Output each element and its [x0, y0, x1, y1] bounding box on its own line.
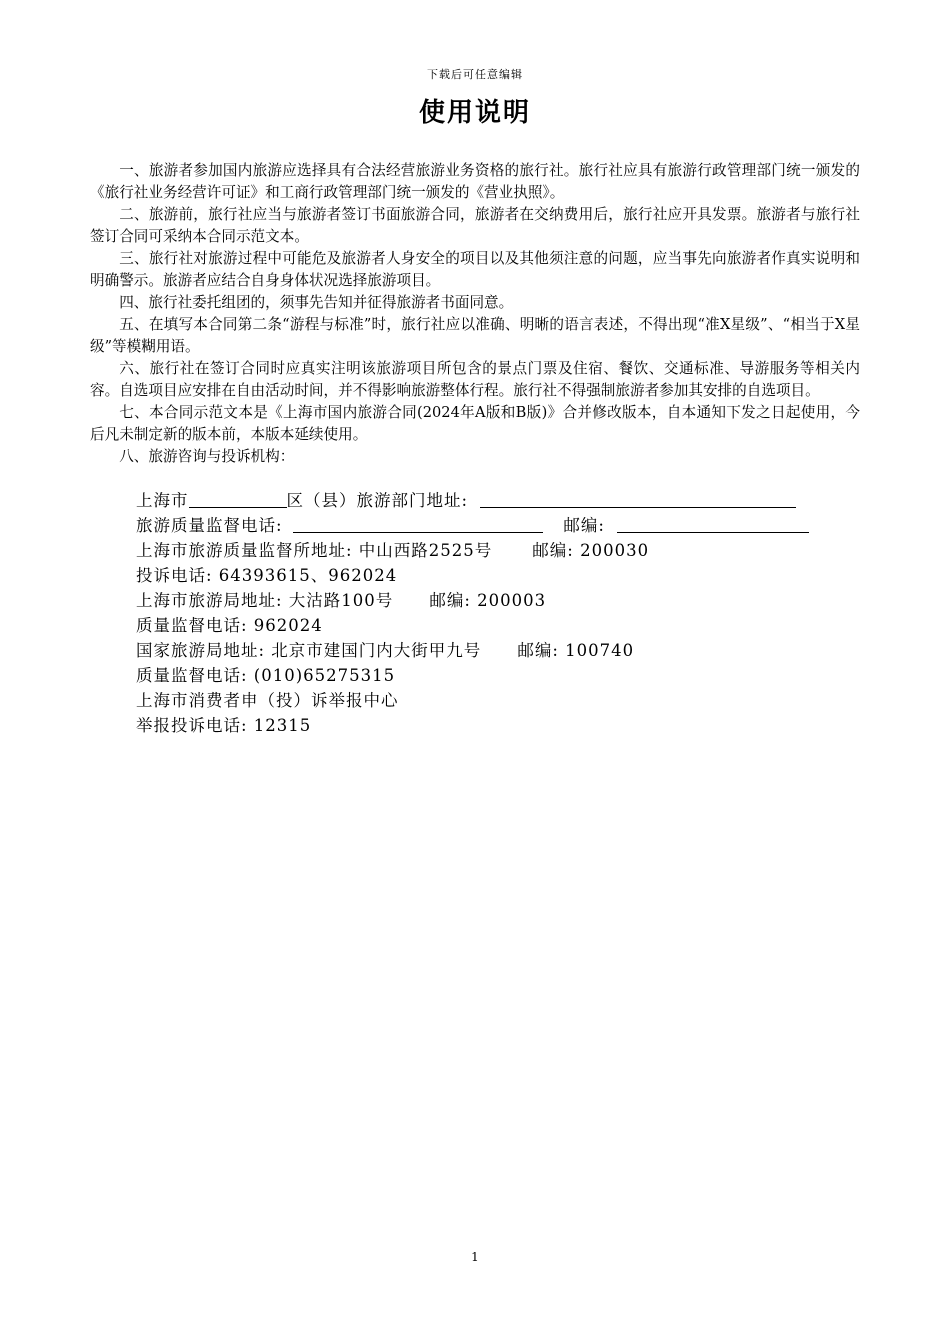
- report-phone: 举报投诉电话: 12315: [136, 716, 312, 735]
- district-prefix: 上海市: [136, 491, 189, 510]
- national-row: [136, 638, 836, 663]
- sh-quality-row: [136, 538, 836, 563]
- sh-bureau-phone-row: [136, 613, 836, 638]
- sh-bureau-address: 上海市旅游局地址: 大沽路100号: [136, 591, 394, 610]
- district-name-blank[interactable]: [189, 489, 287, 508]
- report-phone-row: [136, 713, 836, 738]
- paragraph-2: 二、旅游前，旅行社应当与旅游者签订书面旅游合同，旅游者在交纳费用后，旅行社应开具发票。旅游者与旅行社签订合同可采纳本合同示范文本。: [90, 206, 860, 245]
- instructions-body: [90, 160, 860, 468]
- consumer-center-row: [136, 688, 836, 713]
- quality-phone-label: 旅游质量监督电话:: [136, 516, 283, 535]
- complaint-phone: 投诉电话: 64393615、962024: [136, 566, 398, 585]
- district-address-blank[interactable]: [480, 489, 796, 508]
- sh-quality-postcode: 邮编: 200030: [532, 541, 650, 560]
- national-quality-phone: 质量监督电话: (010)65275315: [136, 666, 396, 685]
- postcode-label: 邮编:: [563, 516, 605, 535]
- quality-phone-blank[interactable]: [293, 514, 543, 533]
- page-number: 1: [471, 1250, 479, 1264]
- national-phone-row: [136, 663, 836, 688]
- paragraph-6: 六、旅行社在签订合同时应真实注明该旅游项目所包含的景点门票及住宿、餐饮、交通标准、导游服务等相关内容。自选项目应安排在自由活动时间，并不得影响旅游整体行程。旅行社不得强制旅游者参加其安排的自选项目。: [90, 360, 860, 399]
- paragraph-4: 四、旅行社委托组团的，须事先告知并征得旅游者书面同意。: [119, 294, 514, 311]
- paragraph-1: 一、旅游者参加国内旅游应选择具有合法经营旅游业务资格的旅行社。旅行社应具有旅游行政管理部门统一颁发的《旅行社业务经营许可证》和工商行政管理部门统一颁发的《营业执照》。: [90, 162, 860, 201]
- contact-list: [136, 488, 836, 738]
- national-postcode: 邮编: 100740: [517, 641, 635, 660]
- paragraph-5: 五、在填写本合同第二条“游程与标准”时，旅行社应以准确、明晰的语言表述，不得出现“准X星级”、“相当于X星级”等模糊用语。: [90, 316, 860, 355]
- sh-quality-address: 上海市旅游质量监督所地址: 中山西路2525号: [136, 541, 493, 560]
- consumer-center: 上海市消费者申（投）诉举报中心: [136, 691, 399, 710]
- district-address-label: 区（县）旅游部门地址:: [286, 491, 469, 510]
- national-address: 国家旅游局地址: 北京市建国门内大街甲九号: [136, 641, 482, 660]
- postcode-blank[interactable]: [617, 514, 809, 533]
- paragraph-8: 八、旅游咨询与投诉机构：: [119, 448, 295, 465]
- district-address-row: [136, 488, 836, 513]
- sh-bureau-row: [136, 588, 836, 613]
- sh-bureau-quality-phone: 质量监督电话: 962024: [136, 616, 323, 635]
- paragraph-7: 七、本合同示范文本是《上海市国内旅游合同(2024年A版和B版)》合并修改版本，自本通知下发之日起使用，今后凡未制定新的版本前，本版本延续使用。: [90, 404, 860, 443]
- district-phone-row: [136, 513, 836, 538]
- page-title: 使用说明: [418, 98, 531, 128]
- header-note: 下载后可任意编辑: [427, 68, 523, 81]
- complaint-phone-row: [136, 563, 836, 588]
- paragraph-3: 三、旅行社对旅游过程中可能危及旅游者人身安全的项目以及其他须注意的问题，应当事先向旅游者作真实说明和明确警示。旅游者应结合自身身体状况选择旅游项目。: [90, 250, 860, 289]
- sh-bureau-postcode: 邮编: 200003: [429, 591, 547, 610]
